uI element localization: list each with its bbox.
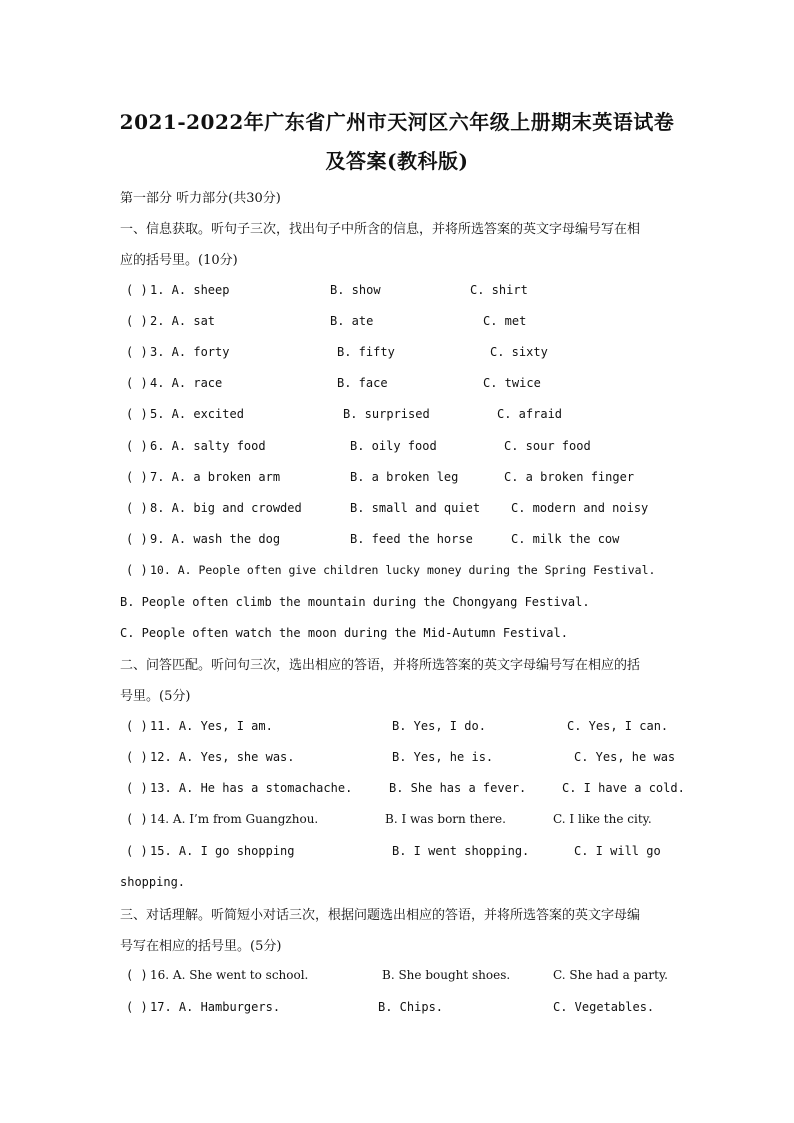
answer-blank[interactable]: ( )	[126, 563, 148, 577]
option-a: 7. A. a broken arm	[150, 470, 281, 484]
option-c: C. I like the city.	[553, 812, 652, 826]
option-b: B. Yes, he is.	[392, 750, 494, 764]
section3-heading-line2: 号写在相应的括号里。(5分)	[120, 939, 282, 954]
option-a: 6. A. salty food	[150, 439, 266, 453]
answer-blank[interactable]: ( )	[126, 750, 148, 764]
option-a: 3. A. forty	[150, 345, 230, 359]
option-c: C. milk the cow	[511, 532, 620, 546]
section3-heading-line1: 三、对话理解。听简短小对话三次，根据问题选出相应的答语，并将所选答案的英文字母编	[120, 908, 641, 923]
option-b: B. I was born there.	[385, 812, 506, 826]
answer-blank[interactable]: ( )	[126, 781, 148, 795]
section2-heading-line1: 二、问答匹配。听问句三次，选出相应的答语，并将所选答案的英文字母编号写在相应的括	[120, 658, 641, 673]
option-c: C. I will go	[574, 844, 661, 858]
option-b: B. show	[330, 283, 381, 297]
option-a: 11. A. Yes, I am.	[150, 719, 273, 733]
option-c: C. modern and noisy	[511, 501, 649, 515]
option-b: B. face	[337, 376, 388, 390]
option-b: B. oily food	[350, 439, 437, 453]
option-b: B. Yes, I do.	[392, 719, 486, 733]
option-a: 9. A. wash the dog	[150, 532, 281, 546]
answer-blank[interactable]: ( )	[126, 345, 148, 359]
option-c: C. a broken finger	[504, 470, 635, 484]
option-c: C. sixty	[490, 345, 548, 359]
answer-blank[interactable]: ( )	[126, 407, 148, 421]
answer-blank[interactable]: ( )	[126, 376, 148, 390]
answer-blank[interactable]: ( )	[126, 314, 148, 328]
option-c: C. shirt	[470, 283, 528, 297]
question-15-continuation: shopping.	[120, 875, 186, 889]
option-a: 5. A. excited	[150, 407, 244, 421]
option-b: B. ate	[330, 314, 374, 328]
option-a: 1. A. sheep	[150, 283, 230, 297]
option-a: 10. A. People often give children lucky money during the Spring Festival.	[150, 563, 656, 577]
option-a: 4. A. race	[150, 376, 223, 390]
option-a: 17. A. Hamburgers.	[150, 1000, 281, 1014]
option-a: 2. A. sat	[150, 314, 216, 328]
section1-heading-line1: 一、信息获取。听句子三次，找出句子中所含的信息，并将所选答案的英文字母编号写在相	[120, 222, 641, 237]
answer-blank[interactable]: ( )	[126, 470, 148, 484]
option-b: B. She has a fever.	[389, 781, 527, 795]
question-10-option-b: B. People often climb the mountain during the Chongyang Festival.	[120, 595, 590, 609]
option-c: C. Yes, I can.	[567, 719, 669, 733]
option-c: C. twice	[483, 376, 541, 390]
page-title-line1: 2021-2022年广东省广州市天河区六年级上册期末英语试卷	[119, 110, 675, 134]
option-a: 16. A. She went to school.	[150, 968, 309, 982]
answer-blank[interactable]: ( )	[126, 844, 148, 858]
option-a: 14. A. I’m from Guangzhou.	[150, 812, 319, 826]
option-c: C. met	[483, 314, 527, 328]
option-b: B. Chips.	[378, 1000, 444, 1014]
answer-blank[interactable]: ( )	[126, 1000, 148, 1014]
option-a: 15. A. I go shopping	[150, 844, 295, 858]
section1-heading-line2: 应的括号里。(10分)	[120, 253, 238, 268]
option-c: C. I have a cold.	[562, 781, 685, 795]
section2-heading-line2: 号里。(5分)	[120, 689, 191, 704]
answer-blank[interactable]: ( )	[126, 501, 148, 515]
option-a: 8. A. big and crowded	[150, 501, 302, 515]
option-c: C. Yes, he was	[574, 750, 676, 764]
option-b: B. fifty	[337, 345, 395, 359]
option-b: B. I went shopping.	[392, 844, 530, 858]
answer-blank[interactable]: ( )	[126, 719, 148, 733]
option-c: C. sour food	[504, 439, 591, 453]
option-a: 13. A. He has a stomachache.	[150, 781, 353, 795]
answer-blank[interactable]: ( )	[126, 532, 148, 546]
question-10-option-c: C. People often watch the moon during the Mid-Autumn Festival.	[120, 626, 568, 640]
option-c: C. afraid	[497, 407, 563, 421]
option-a: 12. A. Yes, she was.	[150, 750, 295, 764]
option-b: B. a broken leg	[350, 470, 459, 484]
answer-blank[interactable]: ( )	[126, 812, 148, 826]
option-b: B. feed the horse	[350, 532, 473, 546]
option-b: B. She bought shoes.	[382, 968, 511, 982]
option-c: C. Vegetables.	[553, 1000, 655, 1014]
answer-blank[interactable]: ( )	[126, 439, 148, 453]
option-b: B. small and quiet	[350, 501, 481, 515]
option-b: B. surprised	[343, 407, 430, 421]
option-c: C. She had a party.	[553, 968, 668, 982]
part-heading: 第一部分 听力部分(共30分)	[120, 191, 281, 206]
answer-blank[interactable]: ( )	[126, 968, 148, 982]
page-title-line2: 及答案(教科版)	[325, 149, 469, 173]
answer-blank[interactable]: ( )	[126, 283, 148, 297]
